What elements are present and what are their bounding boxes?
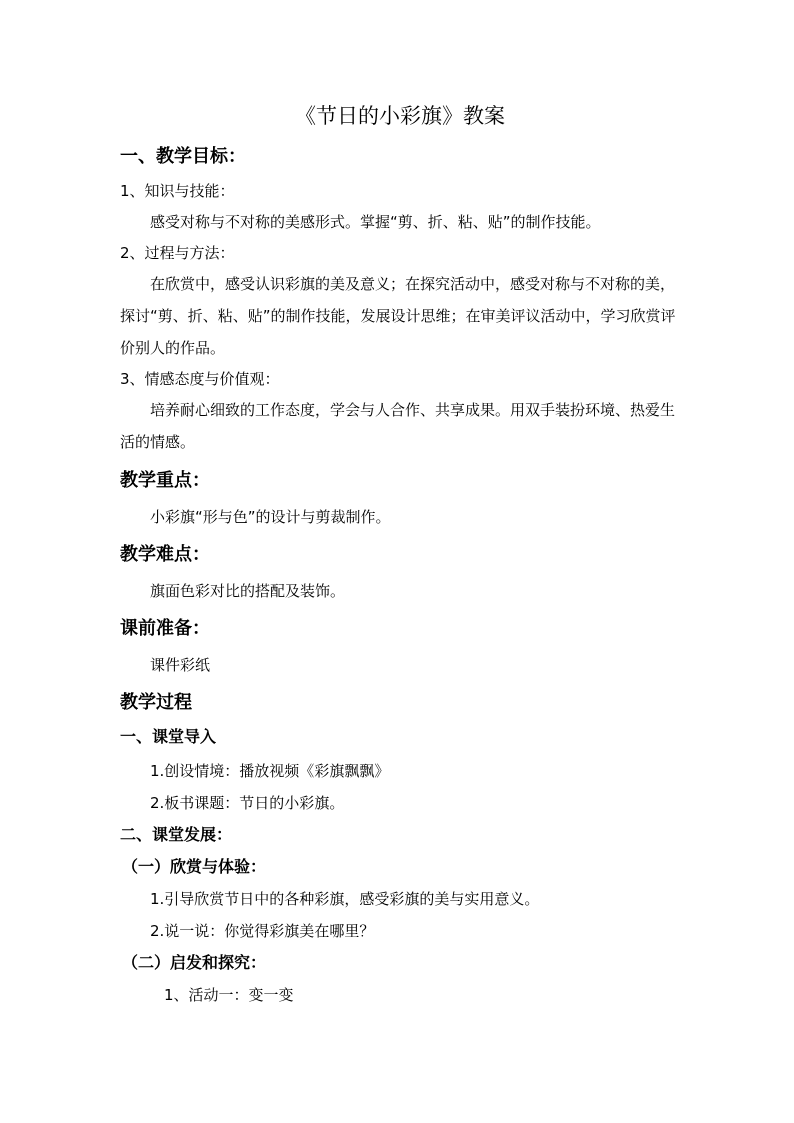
difficulty-heading: 教学难点： — [120, 544, 210, 565]
goal-emotion-label: 3、情感态度与价值观： — [120, 370, 280, 388]
part2-heading: 二、课堂发展： — [120, 825, 233, 844]
part1-item-2: 2.板书课题：节日的小彩旗。 — [150, 794, 345, 812]
section-teaching-goals-heading: 一、教学目标： — [120, 146, 246, 167]
goal-process-label: 2、过程与方法： — [120, 244, 235, 262]
key-point-heading: 教学重点： — [120, 470, 210, 491]
process-heading: 教学过程 — [120, 692, 192, 713]
part2-sub2-heading: （二）启发和探究： — [122, 953, 267, 972]
goal-knowledge-label: 1、知识与技能： — [120, 182, 235, 200]
goal-process-text: 在欣赏中，感受认识彩旗的美及意义；在探究活动中，感受对称与不对称的美，探讨“剪、折、粘、贴”的制作技能，发展设计思维；在审美评议活动中，学习欣赏评价别人的作品。 — [120, 275, 676, 357]
part2-sub1-item-2: 2.说一说：你觉得彩旗美在哪里？ — [150, 922, 375, 940]
part1-item-1: 1.创设情境：播放视频《彩旗飘飘》 — [150, 762, 390, 780]
part2-sub1-heading: （一）欣赏与体验： — [122, 857, 267, 876]
part2-sub1-item-1: 1.引导欣赏节日中的各种彩旗，感受彩旗的美与实用意义。 — [150, 890, 540, 908]
preparation-text: 课件彩纸 — [150, 656, 211, 674]
preparation-heading: 课前准备： — [120, 618, 210, 639]
document-title: 《节日的小彩旗》教案 — [295, 104, 505, 128]
part1-heading: 一、课堂导入 — [120, 727, 217, 746]
document-page — [120, 96, 680, 1010]
part2-sub2-item-1: 1、活动一：变一变 — [164, 986, 294, 1004]
goal-emotion-text: 培养耐心细致的工作态度，学会与人合作、共享成果。用双手装扮环境、热爱生活的情感。 — [120, 401, 676, 451]
key-point-text: 小彩旗“形与色”的设计与剪裁制作。 — [150, 508, 391, 526]
difficulty-text: 旗面色彩对比的搭配及装饰。 — [150, 582, 346, 600]
goal-knowledge-text: 感受对称与不对称的美感形式。掌握“剪、折、粘、贴”的制作技能。 — [150, 213, 601, 231]
